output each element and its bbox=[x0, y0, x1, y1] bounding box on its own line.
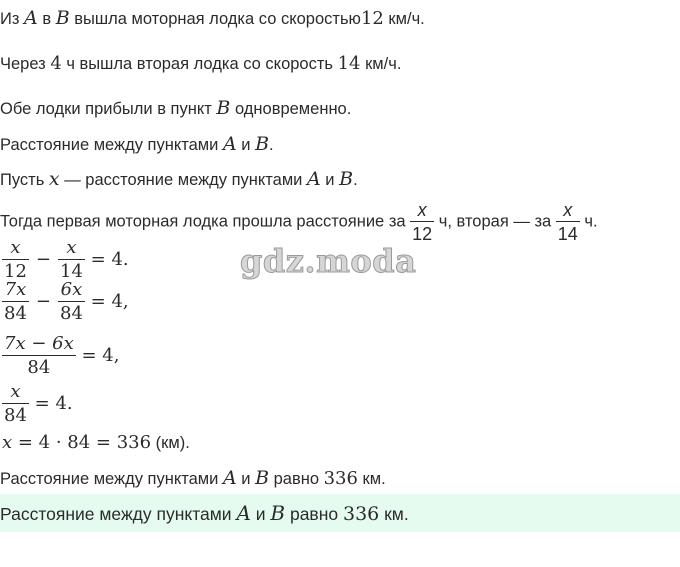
unit: км. bbox=[379, 504, 409, 524]
problem-line-3 bbox=[0, 97, 351, 119]
var-a: A bbox=[306, 168, 321, 190]
rhs: = 4 · 84 = 336 bbox=[12, 432, 152, 453]
hours-value: 4 bbox=[50, 53, 62, 74]
var-b: B bbox=[255, 467, 270, 489]
text: равно bbox=[285, 504, 343, 524]
fraction bbox=[2, 335, 76, 377]
denominator: 12 bbox=[410, 221, 434, 243]
var-a: A bbox=[236, 501, 251, 525]
speed-value: 14 bbox=[337, 53, 361, 74]
text: Расстояние между пунктами bbox=[0, 470, 223, 488]
rhs: = 4. bbox=[90, 249, 129, 270]
var-b: B bbox=[216, 97, 231, 119]
denominator: 12 bbox=[4, 261, 27, 282]
text: Пусть bbox=[0, 171, 49, 189]
numerator: 7x − 6x bbox=[4, 333, 74, 354]
equation-2 bbox=[2, 281, 129, 323]
var-a: A bbox=[24, 7, 38, 29]
text: одновременно. bbox=[230, 100, 352, 118]
distance-value: 336 bbox=[343, 503, 380, 525]
text: Обе лодки прибыли в пункт bbox=[0, 100, 217, 118]
problem-line-1 bbox=[0, 7, 425, 29]
text: . bbox=[269, 136, 274, 154]
solution-conclusion bbox=[0, 467, 386, 489]
speed-value: 12 bbox=[360, 8, 384, 29]
rhs: = 4, bbox=[90, 291, 129, 312]
fraction bbox=[2, 281, 29, 323]
solution-line-let bbox=[0, 168, 358, 190]
text: Из bbox=[0, 10, 25, 28]
var-b: B bbox=[339, 168, 354, 190]
rhs: = 4. bbox=[34, 393, 73, 414]
numerator: x bbox=[10, 381, 21, 402]
text: Расстояние между пунктами bbox=[0, 136, 223, 154]
unit: км/ч. bbox=[360, 55, 402, 73]
text: и bbox=[250, 504, 271, 524]
answer-box bbox=[0, 494, 680, 532]
denominator: 84 bbox=[2, 355, 76, 377]
numerator: x bbox=[563, 200, 573, 220]
var-x: x bbox=[2, 432, 13, 453]
text: — расстояние между пунктами bbox=[59, 171, 307, 189]
denominator: 14 bbox=[60, 261, 83, 282]
denominator: 84 bbox=[4, 405, 27, 426]
text: и bbox=[236, 136, 256, 154]
unit: км/ч. bbox=[383, 10, 425, 28]
text: Через bbox=[0, 55, 51, 73]
equation-4 bbox=[2, 383, 73, 425]
fraction bbox=[58, 239, 85, 281]
text: равно bbox=[269, 470, 324, 488]
text: Тогда первая моторная лодка прошла расстояние за bbox=[0, 212, 411, 231]
operator: − bbox=[35, 249, 51, 270]
numerator: 7x bbox=[4, 279, 27, 300]
text: Расстояние между пунктами bbox=[0, 504, 237, 524]
solution-line-time bbox=[0, 201, 598, 243]
numerator: x bbox=[66, 237, 77, 258]
distance-value: 336 bbox=[323, 468, 358, 489]
text: ч, вторая — за bbox=[434, 212, 556, 231]
text: и bbox=[320, 171, 340, 189]
fraction bbox=[2, 239, 29, 281]
text: . bbox=[353, 171, 358, 189]
denominator: 14 bbox=[556, 221, 580, 243]
unit: км. bbox=[357, 470, 386, 488]
text: в bbox=[37, 10, 56, 28]
fraction bbox=[2, 383, 29, 425]
unit: (км). bbox=[151, 434, 190, 452]
text: ч вышла вторая лодка со скорость bbox=[61, 55, 338, 73]
var-x: x bbox=[48, 168, 60, 190]
text: ч. bbox=[579, 212, 598, 231]
var-a: A bbox=[222, 133, 237, 155]
denominator: 84 bbox=[4, 303, 27, 324]
text: и bbox=[236, 470, 256, 488]
var-b: B bbox=[255, 133, 270, 155]
numerator: x bbox=[417, 200, 427, 220]
denominator: 84 bbox=[60, 303, 83, 324]
operator: − bbox=[35, 291, 51, 312]
problem-question bbox=[0, 133, 274, 155]
fraction bbox=[556, 201, 580, 243]
var-a: A bbox=[222, 467, 237, 489]
equation-5 bbox=[2, 432, 190, 453]
rhs: = 4, bbox=[81, 345, 120, 366]
numerator: x bbox=[10, 237, 21, 258]
var-b: B bbox=[270, 501, 286, 525]
equation-3 bbox=[2, 335, 119, 377]
fraction bbox=[58, 281, 85, 323]
watermark-logo: gdz.moda bbox=[240, 242, 417, 280]
equation-1 bbox=[2, 239, 129, 281]
text: вышла моторная лодка со скоростью bbox=[69, 10, 361, 28]
var-b: B bbox=[55, 7, 70, 29]
numerator: 6x bbox=[60, 279, 83, 300]
problem-line-2 bbox=[0, 53, 401, 74]
fraction bbox=[410, 201, 434, 243]
